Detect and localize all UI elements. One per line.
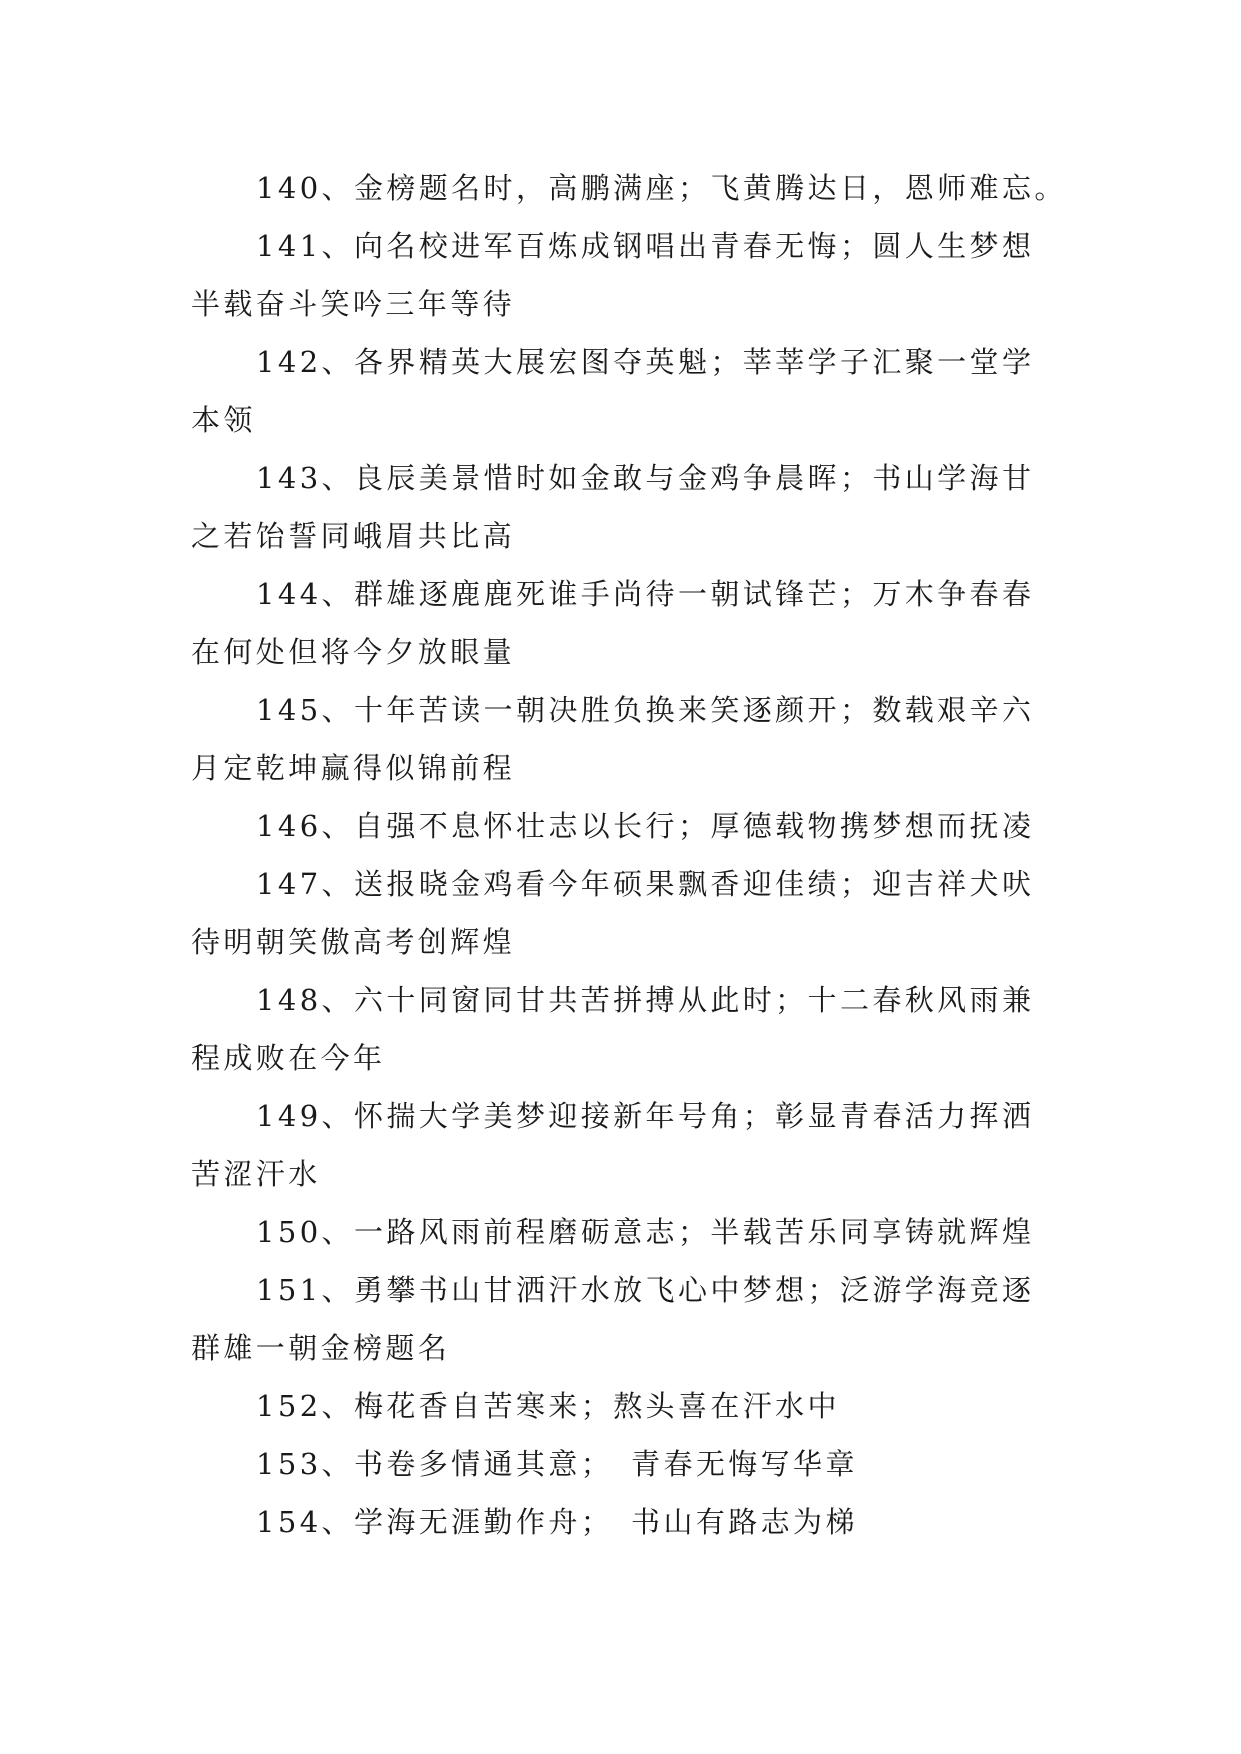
text-line: 140、金榜题名时，高鹏满座；飞黄腾达日，恩师难忘。	[256, 171, 1067, 205]
text-line: 146、自强不息怀壮志以长行；厚德载物携梦想而抚凌	[256, 809, 1035, 843]
couplet-list	[191, 159, 1091, 1551]
couplet-entry-145	[191, 681, 1091, 797]
couplet-entry-151	[191, 1261, 1091, 1377]
couplet-entry-144	[191, 565, 1091, 681]
couplet-entry-140	[191, 159, 1091, 217]
text-line: 月定乾坤赢得似锦前程	[191, 751, 516, 785]
text-line: 145、十年苦读一朝决胜负换来笑逐颜开；数载艰辛六	[256, 693, 1035, 727]
text-line: 143、良辰美景惜时如金敢与金鸡争晨晖；书山学海甘	[256, 461, 1035, 495]
couplet-entry-152	[191, 1377, 1091, 1435]
text-line: 程成败在今年	[191, 1041, 386, 1075]
couplet-entry-149	[191, 1087, 1091, 1203]
text-line: 148、六十同窗同甘共苦拼搏从此时；十二春秋风雨兼	[256, 983, 1035, 1017]
text-line: 152、梅花香自苦寒来；熬头喜在汗水中	[256, 1389, 840, 1423]
text-line: 本领	[191, 403, 256, 437]
text-line: 150、一路风雨前程磨砺意志；半载苦乐同享铸就辉煌	[256, 1215, 1035, 1249]
couplet-entry-153	[191, 1435, 1091, 1493]
text-line: 之若饴誓同峨眉共比高	[191, 519, 516, 553]
couplet-entry-142	[191, 333, 1091, 449]
couplet-entry-147	[191, 855, 1091, 971]
text-line: 154、学海无涯勤作舟； 书山有路志为梯	[256, 1505, 858, 1539]
text-line: 149、怀揣大学美梦迎接新年号角；彰显青春活力挥洒	[256, 1099, 1035, 1133]
text-line: 群雄一朝金榜题名	[191, 1331, 451, 1365]
text-line: 153、书卷多情通其意； 青春无悔写华章	[256, 1447, 858, 1481]
text-line: 144、群雄逐鹿鹿死谁手尚待一朝试锋芒；万木争春春	[256, 577, 1035, 611]
text-line: 苦涩汗水	[191, 1157, 321, 1191]
couplet-entry-148	[191, 971, 1091, 1087]
couplet-entry-154	[191, 1493, 1091, 1551]
text-line: 半载奋斗笑吟三年等待	[191, 287, 516, 321]
text-line: 147、送报晓金鸡看今年硕果飘香迎佳绩；迎吉祥犬吠	[256, 867, 1035, 901]
couplet-entry-143	[191, 449, 1091, 565]
text-line: 141、向名校进军百炼成钢唱出青春无悔；圆人生梦想	[256, 229, 1035, 263]
text-line: 151、勇攀书山甘洒汗水放飞心中梦想；泛游学海竞逐	[256, 1273, 1035, 1307]
couplet-entry-146	[191, 797, 1091, 855]
couplet-entry-141	[191, 217, 1091, 333]
text-line: 在何处但将今夕放眼量	[191, 635, 516, 669]
text-line: 待明朝笑傲高考创辉煌	[191, 925, 516, 959]
couplet-entry-150	[191, 1203, 1091, 1261]
text-line: 142、各界精英大展宏图夺英魁；莘莘学子汇聚一堂学	[256, 345, 1035, 379]
